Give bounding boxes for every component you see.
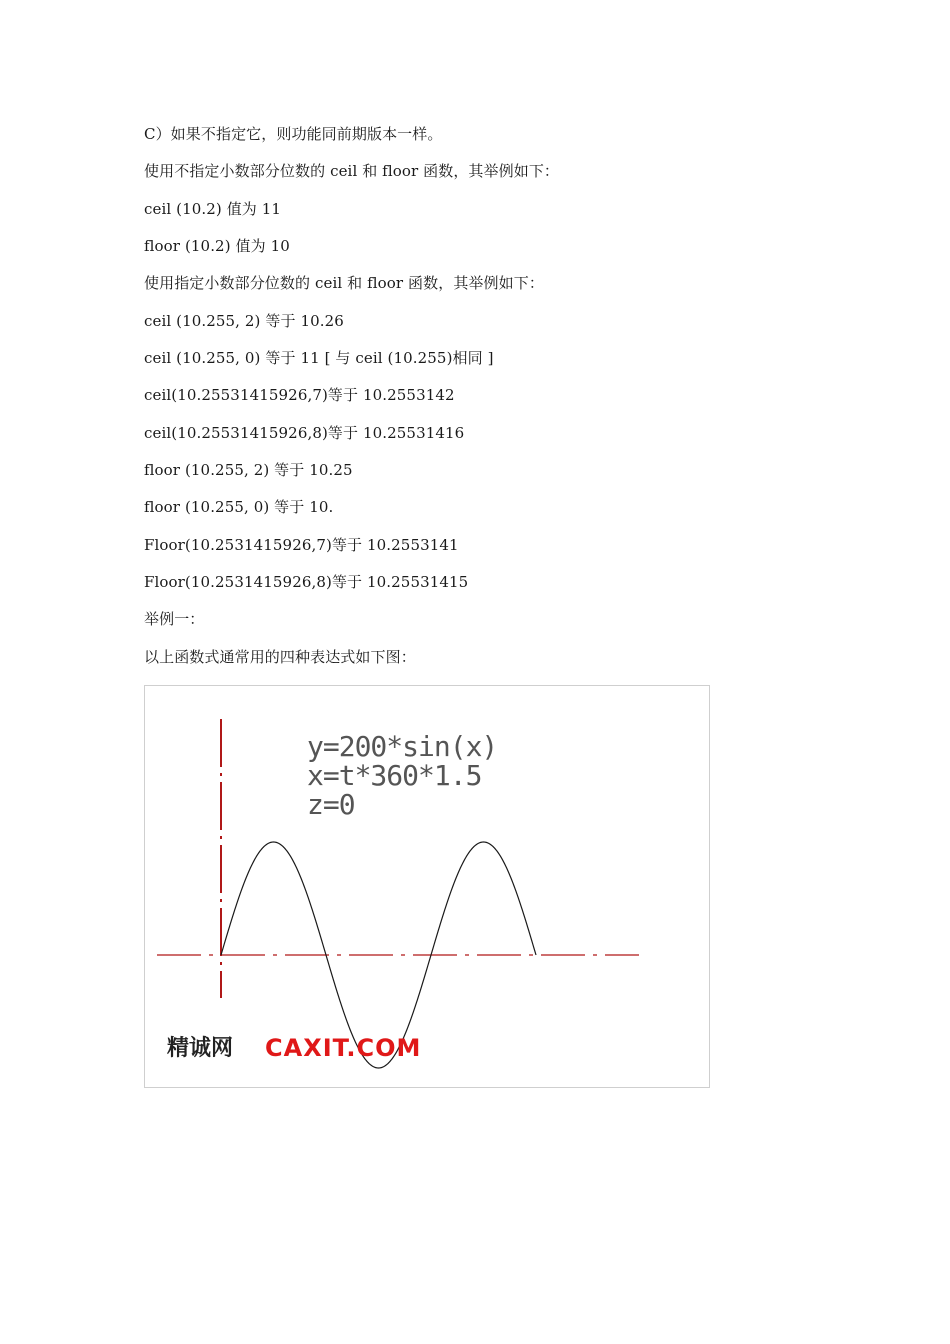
equation-z: z=0 [307,788,355,821]
section-heading: 举例一： [144,610,205,628]
example-line: ceil (10.255, 0) 等于 11 [ 与 ceil (10.255)相同 ] [144,349,494,367]
example-line: Floor(10.2531415926,8)等于 10.25531415 [144,573,469,591]
example-line: Floor(10.2531415926,7)等于 10.2553141 [144,536,459,554]
sine-curve-figure [144,685,710,1088]
watermark-en: CAXIT.COM [265,1034,422,1062]
figure-caption-intro: 以上函数式通常用的四种表达式如下图： [144,648,416,666]
example-line: ceil(10.25531415926,8)等于 10.25531416 [144,424,465,442]
paragraph-line: 使用指定小数部分位数的 ceil 和 floor 函数，其举例如下： [144,274,544,292]
example-line: floor (10.2) 值为 10 [144,237,290,255]
example-line: ceil(10.25531415926,7)等于 10.2553142 [144,386,455,404]
example-line: ceil (10.2) 值为 11 [144,200,282,218]
example-line: ceil (10.255, 2) 等于 10.26 [144,312,344,330]
example-line: floor (10.255, 2) 等于 10.25 [144,461,353,479]
figure-canvas [145,686,710,1088]
equation-y: y=200*sin(x) [307,730,498,763]
paragraph-line: 使用不指定小数部分位数的 ceil 和 floor 函数，其举例如下： [144,162,560,180]
paragraph-line: C）如果不指定它，则功能同前期版本一样。 [144,125,443,143]
watermark-cn: 精诚网 [167,1036,234,1061]
equation-x: x=t*360*1.5 [307,759,482,792]
example-line: floor (10.255, 0) 等于 10. [144,498,334,516]
